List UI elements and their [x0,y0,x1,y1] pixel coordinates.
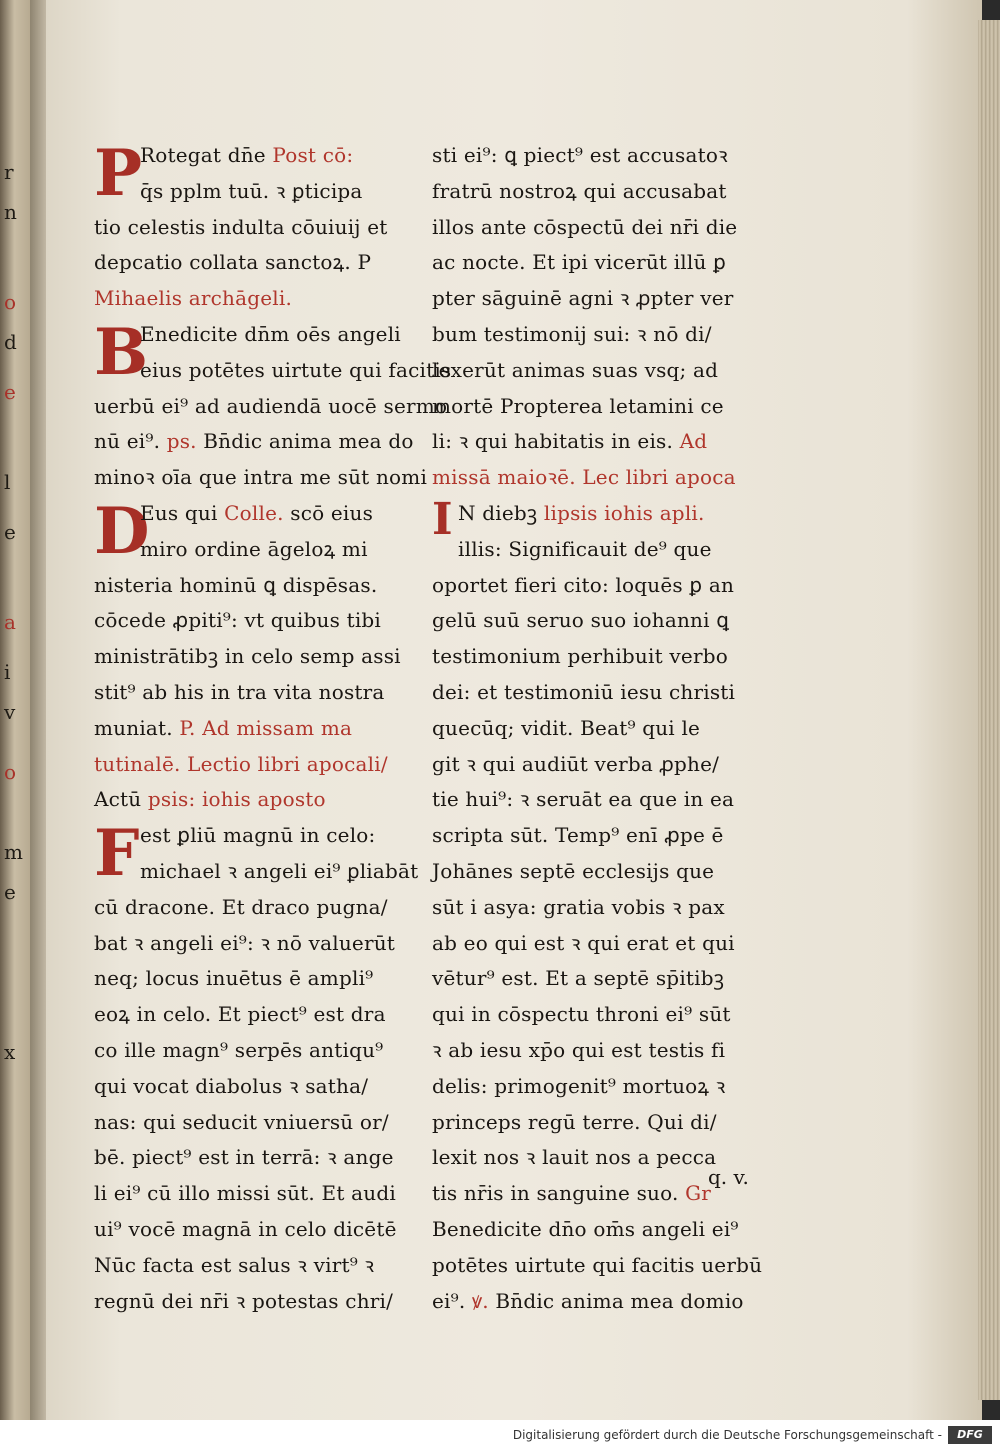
body-text: lexerūt animas suas vsq; ad [432,357,719,382]
text-line [94,460,428,496]
body-text: oportet fieri cito: loquēs ꝑ an [432,572,735,597]
rubric-text: ps. [166,429,204,454]
text-line [94,782,424,818]
body-text: uerbū ei⁹ ad audiendā uocē sermo [94,393,448,418]
text-line [432,281,777,317]
page-edges [978,20,1000,1400]
body-text: Johānes septē ecclesijs que [432,858,715,883]
rubric-text: Ad [679,429,708,454]
text-line [94,1140,424,1176]
body-text: cōcede ꝓpiti⁹: vt quibus tibi [94,608,382,633]
text-line [94,1105,424,1141]
text-line [432,245,777,281]
previous-page-fragment: r [4,160,15,184]
body-text: N diebꝫ [458,500,544,525]
text-line [94,532,424,568]
text-line [94,1176,424,1212]
rubric-text: lipsis iohis apli. [543,500,705,525]
text-line [432,1248,777,1284]
body-text: testimonium perhibuit verbo [432,644,728,669]
text-line [432,1033,777,1069]
body-text: potētes uirtute qui facitis uerbū [432,1252,763,1277]
body-text: ab eo qui est ꝛ qui erat et qui [432,930,735,955]
text-line [432,317,777,353]
rubric-text: tutinalē. Lectio libri apocali/ [94,751,388,776]
text-line [432,210,777,246]
body-text: mortē Propterea letamini ce [432,393,724,418]
body-text: li: ꝛ qui habitatis in eis. [432,429,680,454]
initial-capital: D [94,493,150,569]
body-text: fratrū nostroꝝ qui accusabat [432,178,727,203]
body-text: eius potētes uirtute qui facitis [140,357,452,382]
body-text: co ille magn⁹ serpēs antiqu⁹ [94,1037,384,1062]
text-line [94,747,424,783]
text-line [94,389,448,425]
body-text: pter sāguinē agni ꝛ ꝓpter ver [432,286,734,311]
body-text: nū ei⁹. [94,429,167,454]
body-text: illos ante cōspectū dei nr̄i die [432,214,738,239]
body-text: Eus qui [140,500,225,525]
text-line [94,997,424,1033]
body-text: depcatio collata sanctoꝝ. P [94,250,372,275]
text-line [94,711,424,747]
body-text: cū dracone. Et draco pugna/ [94,894,388,919]
body-text: dei: et testimoniū iesu christi [432,679,736,704]
body-text: eoꝝ in celo. Et piect⁹ est dra [94,1002,386,1027]
previous-page-fragment: v [4,700,17,724]
text-line [432,890,777,926]
text-line [432,961,777,997]
text-line [94,1248,424,1284]
initial-capital: B [94,314,149,390]
text-line [432,997,777,1033]
text-line [432,1212,777,1248]
previous-page-fragment: e [4,380,17,404]
previous-page-fragment: o [4,290,18,314]
body-text: miro ordine āgeloꝝ mi [140,536,368,561]
body-text: Actū [94,787,148,812]
text-line [432,532,777,568]
rubric-text: P. Ad missam ma [179,715,353,740]
text-line [432,818,777,854]
text-line [432,854,777,890]
text-line [432,174,777,210]
text-line [432,603,777,639]
body-text: ac nocte. Et ipi vicerūt illū ꝑ [432,250,727,275]
body-text: scripta sūt. Temp⁹ enī ꝓpe ē [432,823,724,848]
previous-page-fragment: o [4,760,18,784]
initial-capital: P [94,136,143,211]
rubric-text: Mihaelis archāgeli. [94,286,293,311]
text-line [94,675,424,711]
body-text: q̄s pplm tuū. ꝛ ꝑticipa [140,178,363,203]
funding-credit: Digitalisierung gefördert durch die Deutsche Forschungsgemeinschaft - [512,1428,942,1442]
body-text: regnū dei nr̄i ꝛ potestas chri/ [94,1288,394,1313]
rubric-text: psis: iohis aposto [147,787,326,812]
text-line [432,1069,777,1105]
text-column-left [94,136,452,1319]
body-text: delis: primogenit⁹ mortuoꝝ ꝛ [432,1073,726,1098]
body-text: lexit nos ꝛ lauit nos a pecca [432,1145,717,1170]
text-column-right [432,138,777,1319]
previous-page-fragment: l [4,470,12,494]
text-line [432,711,777,747]
body-text: li ei⁹ cū illo missi sūt. Et audi [94,1181,396,1206]
previous-page-fragment: i [4,660,12,684]
body-text: princeps regū terre. Qui di/ [432,1109,717,1134]
text-line [432,1284,777,1320]
rubric-text: Gr [685,1181,712,1206]
text-line [94,639,424,675]
body-text: neq; locus inuētus ē ampli⁹ [94,966,374,991]
body-text: scō eius [290,500,374,525]
body-text: ei⁹. [432,1288,472,1313]
body-text: nas: qui seducit vniuersū or/ [94,1109,389,1134]
body-text: Nūc facta est salus ꝛ virt⁹ ꝛ [94,1252,375,1277]
text-line [94,281,424,317]
text-line [432,353,777,389]
body-text: nisteria hominū ꝗ dispēsas. [94,572,378,597]
text-line [94,210,424,246]
text-line [94,568,424,604]
text-line [94,1033,424,1069]
body-text: sūt i asya: gratia vobis ꝛ pax [432,894,725,919]
body-text: Bn̄dic anima mea domio [495,1288,744,1313]
body-text: qui in cōspectu throni ei⁹ sūt [432,1002,731,1027]
text-line [94,1284,424,1320]
initial-capital: I [432,493,453,545]
body-text: vētur⁹ est. Et a septē sp̄itibꝫ [432,966,725,991]
text-line [94,926,424,962]
body-text: sti ei⁹: ꝗ piect⁹ est accusatoꝛ [432,143,728,167]
text-line [94,424,424,460]
footer-bar [0,1420,1000,1451]
text-line [94,1069,424,1105]
previous-page-fragment: d [4,330,18,354]
text-line [94,854,424,890]
previous-page-fragment: n [4,200,18,224]
previous-page-fragment: a [4,610,17,634]
rubric-text: Colle. [224,500,291,525]
text-line [432,926,777,962]
rubric-text: Post cō: [272,143,354,167]
body-text: gelū suū seruo suo iohanni ꝗ [432,608,730,633]
text-line [94,890,424,926]
signature-mark: q. v. [708,1165,749,1189]
text-line [432,460,777,496]
body-text: Rotegat dn̄e [140,143,273,167]
text-line [432,782,777,818]
text-line [432,568,777,604]
text-line [432,639,777,675]
body-text: tio celestis indulta cōuiuij et [94,214,388,239]
text-line [432,1105,777,1141]
body-text: bē. piect⁹ est in terrā: ꝛ ange [94,1145,394,1170]
previous-page-fragment: m [4,840,24,864]
body-text: stit⁹ ab his in tra vita nostra [94,679,385,704]
body-text: bum testimonij sui: ꝛ nō di/ [432,321,712,346]
text-line [94,245,424,281]
body-text: Enedicite dn̄m oēs angeli [140,321,401,346]
text-line [94,1212,424,1248]
body-text: est ꝑliū magnū in celo: [140,823,376,848]
text-line [94,603,424,639]
previous-page-fragment: e [4,520,17,544]
body-text: minoꝛ oīa que intra me sūt nomi [94,465,428,490]
body-text: ministrātibꝫ in celo semp assi [94,644,401,669]
rubric-text: ꝟ. [471,1288,496,1313]
text-line [432,424,777,460]
text-line [432,675,777,711]
text-line [432,389,777,425]
previous-page-fragment: e [4,880,17,904]
body-text: Benedicite dn̄o om̄s angeli ei⁹ [432,1216,739,1241]
body-text: tis nr̄is in sanguine suo. [432,1181,686,1206]
body-text: tie hui⁹: ꝛ seruāt ea que in ea [432,787,735,812]
rubric-text: missā maioꝛē. Lec libri apoca [432,465,736,490]
previous-page-strip [0,0,32,1420]
text-line [432,138,777,174]
text-line [94,353,452,389]
body-text: ui⁹ vocē magnā in celo dicētē [94,1216,397,1241]
body-text: muniat. [94,715,180,740]
body-text: quecūq; vidit. Beat⁹ qui le [432,715,701,740]
body-text: michael ꝛ angeli ei⁹ ꝑliabāt [140,858,419,883]
body-text: Bn̄dic anima mea do [203,429,414,454]
text-line [94,961,424,997]
body-text: qui vocat diabolus ꝛ satha/ [94,1073,369,1098]
text-line [94,174,424,210]
previous-page-fragment: x [4,1040,17,1064]
body-text: ꝛ ab iesu xp̄o qui est testis fi [432,1037,726,1062]
initial-capital: F [94,816,140,892]
text-line [432,493,777,545]
dfg-logo: DFG [948,1426,992,1444]
body-text: git ꝛ qui audiūt verba ꝓphe/ [432,751,720,776]
text-line [432,747,777,783]
body-text: bat ꝛ angeli ei⁹: ꝛ nō valuerūt [94,930,396,955]
body-text: illis: Significauit de⁹ que [458,536,712,561]
